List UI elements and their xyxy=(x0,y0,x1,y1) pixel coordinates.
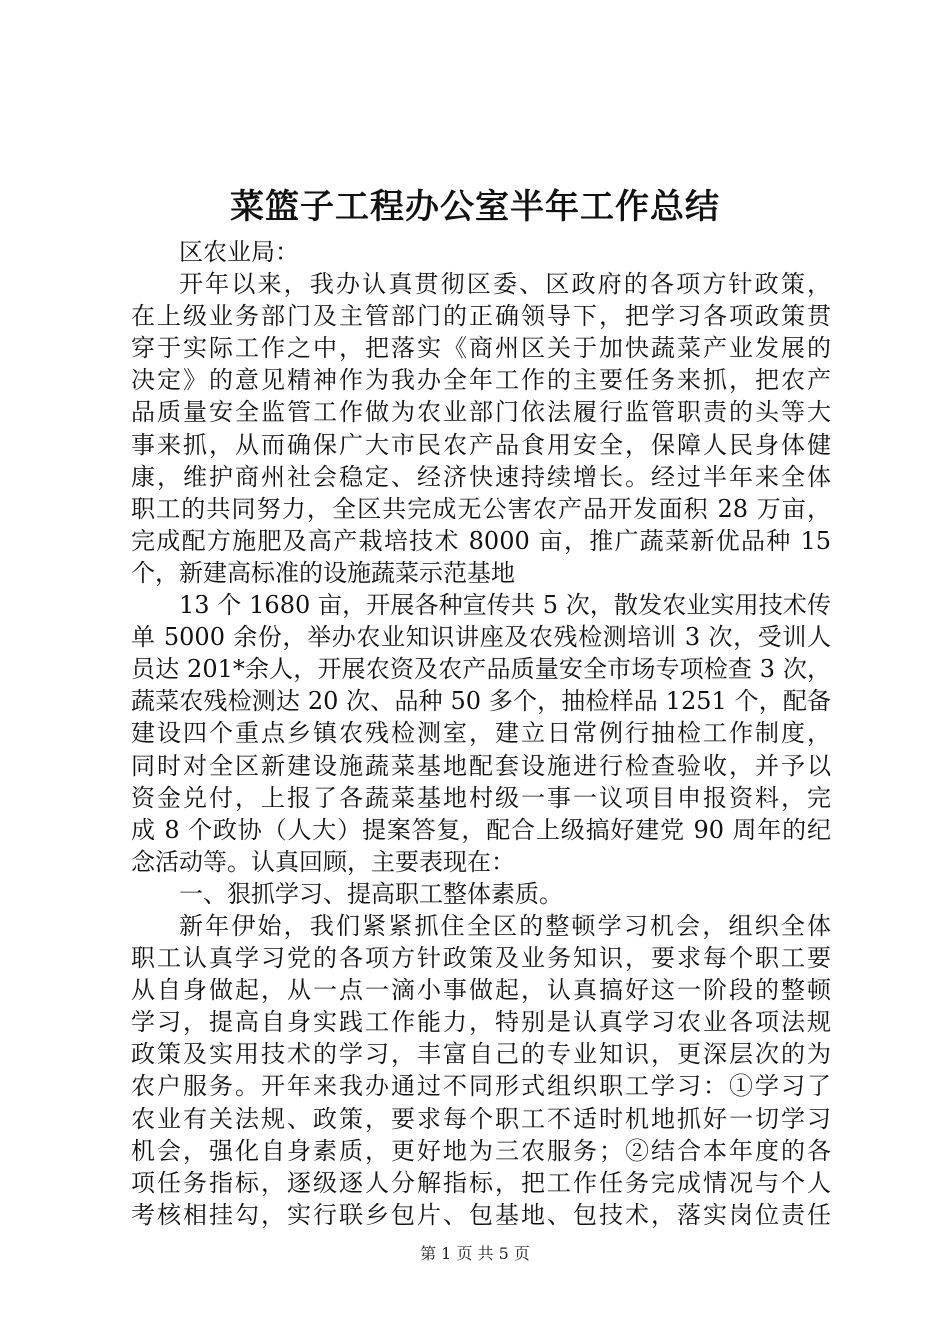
text-line: 开年以来，我办认真贯彻区委、区政府的各项方针政策， xyxy=(179,270,831,299)
page-indicator: 第 1 页 共 5 页 xyxy=(420,1244,530,1263)
text-line: 品质量安全监管工作做为农业部门依法履行监管职责的头等大 xyxy=(131,398,831,427)
text-line: 考核相挂勾，实行联乡包片、包基地、包技术，落实岗位责任 xyxy=(131,1200,831,1229)
text-line: 成 8 个政协（人大）提案答复，配合上级搞好建党 90 周年的纪 xyxy=(131,815,831,844)
text-line: 个，新建高标准的设施蔬菜示范基地 xyxy=(131,558,515,587)
text-line: 新年伊始，我们紧紧抓住全区的整顿学习机会，组织全体 xyxy=(179,911,831,940)
text-line: 职工的共同努力，全区共完成无公害农产品开发面积 28 万亩， xyxy=(131,494,831,523)
text-line: 事来抓，从而确保广大市民农产品食用安全，保障人民身体健 xyxy=(131,430,831,459)
text-line: 13 个 1680 亩，开展各种宣传共 5 次，散发农业实用技术传 xyxy=(179,591,831,620)
text-line: 念活动等。认真回顾，主要表现在： xyxy=(131,847,515,876)
text-line: 同时对全区新建设施蔬菜基地配套设施进行检查验收，并予以 xyxy=(131,751,831,780)
text-line: 政策及实用技术的学习，丰富自己的专业知识，更深层次的为 xyxy=(131,1040,831,1069)
text-line: 决定》的意见精神作为我办全年工作的主要任务来抓，把农产 xyxy=(131,366,831,395)
text-line: 项任务指标，逐级逐人分解指标，把工作任务完成情况与个人 xyxy=(131,1168,831,1197)
document-title: 菜篮子工程办公室半年工作总结 xyxy=(230,187,720,227)
text-line: 职工认真学习党的各项方针政策及业务知识，要求每个职工要 xyxy=(131,944,831,973)
text-line: 单 5000 余份，举办农业知识讲座及农残检测培训 3 次，受训人 xyxy=(131,623,831,652)
text-line: 完成配方施肥及高产栽培技术 8000 亩，推广蔬菜新优品种 15 xyxy=(131,526,831,555)
text-line: 区农业局： xyxy=(179,238,299,266)
document-body xyxy=(131,236,831,1231)
text-line: 员达 201*余人，开展农资及农产品质量安全市场专项检查 3 次， xyxy=(131,655,831,684)
text-line: 农业有关法规、政策，要求每个职工不适时机地抓好一切学习 xyxy=(131,1104,831,1133)
text-line: 蔬菜农残检测达 20 次、品种 50 多个，抽检样品 1251 个，配备 xyxy=(131,687,831,716)
text-line: 资金兑付，上报了各蔬菜基地村级一事一议项目申报资料，完 xyxy=(131,783,831,812)
text-line: 穿于实际工作之中，把落实《商州区关于加快蔬菜产业发展的 xyxy=(131,334,831,363)
text-line: 学习，提高自身实践工作能力，特别是认真学习农业各项法规 xyxy=(131,1008,831,1037)
text-line: 从自身做起，从一点一滴小事做起，认真搞好这一阶段的整顿 xyxy=(131,976,831,1005)
text-line: 机会，强化自身素质，更好地为三农服务；②结合本年度的各 xyxy=(131,1136,831,1165)
text-line: 在上级业务部门及主管部门的正确领导下，把学习各项政策贯 xyxy=(131,302,831,331)
text-line: 建设四个重点乡镇农残检测室，建立日常例行抽检工作制度， xyxy=(131,719,831,748)
text-line: 农户服务。开年来我办通过不同形式组织职工学习：①学习了 xyxy=(131,1072,831,1101)
text-line: 康，维护商州社会稳定、经济快速持续增长。经过半年来全体 xyxy=(131,462,831,491)
text-line: 一、狠抓学习、提高职工整体素质。 xyxy=(179,879,563,908)
